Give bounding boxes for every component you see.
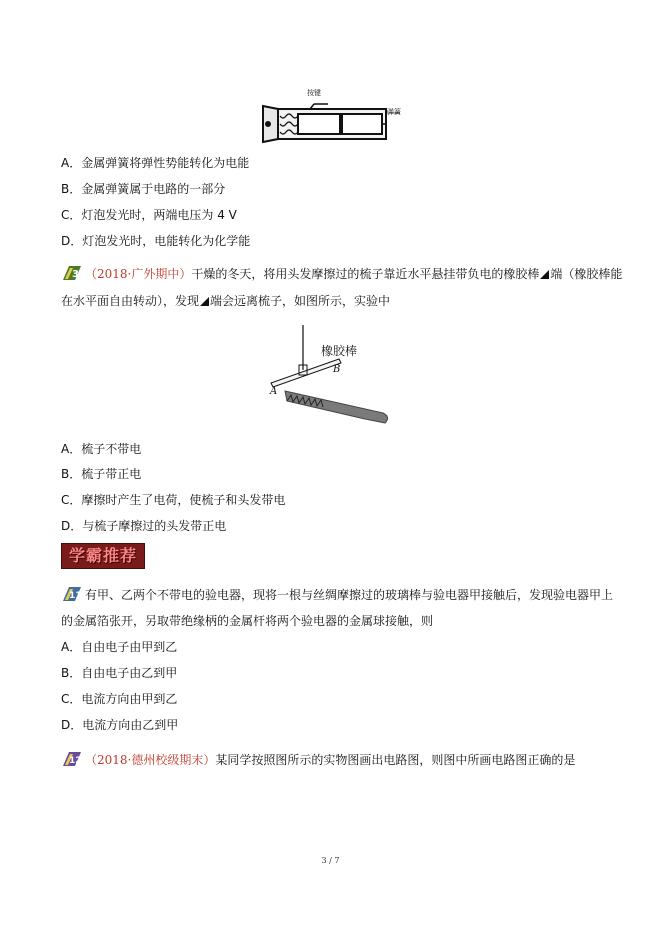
question-number: 12 — [69, 756, 82, 766]
rod-end-a-label: A — [270, 386, 278, 397]
question-number: 11 — [69, 591, 82, 601]
q2-text-1: 干燥的冬天，将用头发摩擦过的梳子靠近水平悬挂带负电的橡胶棒 — [191, 267, 540, 281]
q2-option-a: A．梳子不带电 — [61, 442, 142, 456]
question-number: 3 — [72, 269, 79, 280]
q2-text-2: 端（橡胶棒能 — [550, 267, 623, 281]
q2-option-d: D．与梳子摩擦过的头发带正电 — [61, 519, 227, 533]
q3-option-c: C．电流方向由甲到乙 — [61, 692, 178, 706]
switch-label: 按键 — [307, 89, 321, 97]
q3-text-1: 有甲、乙两个不带电的验电器，现将一根与丝绸摩擦过的玻璃棒与验电器甲接触后，发现验电器甲上 — [85, 588, 614, 602]
q2-option-c: C．摩擦时产生了电荷，使梳子和头发带电 — [61, 493, 286, 507]
section-banner — [61, 543, 145, 569]
rod-end-b-label: B — [333, 364, 341, 375]
spring-label: 弹簧 — [387, 108, 401, 116]
q4-text: 某同学按照图所示的实物图画出电路图，则图中所画电路图正确的是 — [215, 753, 576, 767]
section-banner-label: 学霸推荐 — [68, 546, 137, 565]
q3-stem-line-1 — [61, 584, 613, 604]
q2-option-b: B．梳子带正电 — [61, 467, 142, 481]
q2-text-3: 在水平面自由转动），发现 — [61, 294, 200, 308]
q1-option-a: A．金属弹簧将弹性势能转化为电能 — [61, 156, 250, 170]
flashlight-figure — [258, 100, 408, 148]
q1-option-d: D．灯泡发光时，电能转化为化学能 — [61, 234, 251, 248]
question-number-icon — [61, 749, 83, 769]
rod-comb-figure — [265, 325, 395, 431]
q2-stem-line-2 — [61, 294, 390, 308]
page-number: 3 / 7 — [321, 856, 340, 865]
q4-source: （2018·德州校级期末） — [85, 753, 216, 767]
q2-text-4: 端会远离梳子，如图所示，实验中 — [210, 294, 391, 308]
question-number-icon — [61, 263, 83, 283]
rod-end-marker-icon — [200, 297, 209, 306]
rod-end-marker-icon — [540, 270, 549, 279]
q4-stem — [61, 749, 575, 769]
q3-option-a: A．自由电子由甲到乙 — [61, 640, 178, 654]
q1-option-c: C．灯泡发光时，两端电压为 4 V — [61, 208, 237, 222]
question-number-icon — [61, 584, 83, 604]
q3-option-d: D．电流方向由乙到甲 — [61, 718, 179, 732]
q3-stem-line-2: 的金属箔张开，另取带绝缘柄的金属杆将两个验电器的金属球接触，则 — [61, 614, 434, 628]
q2-source: （2018·广外期中） — [85, 267, 192, 281]
q2-stem-line-1 — [61, 263, 622, 283]
q1-option-b: B．金属弹簧属于电路的一部分 — [61, 182, 226, 196]
rubber-rod-label: 橡胶棒 — [321, 344, 358, 358]
q3-option-b: B．自由电子由乙到甲 — [61, 666, 178, 680]
